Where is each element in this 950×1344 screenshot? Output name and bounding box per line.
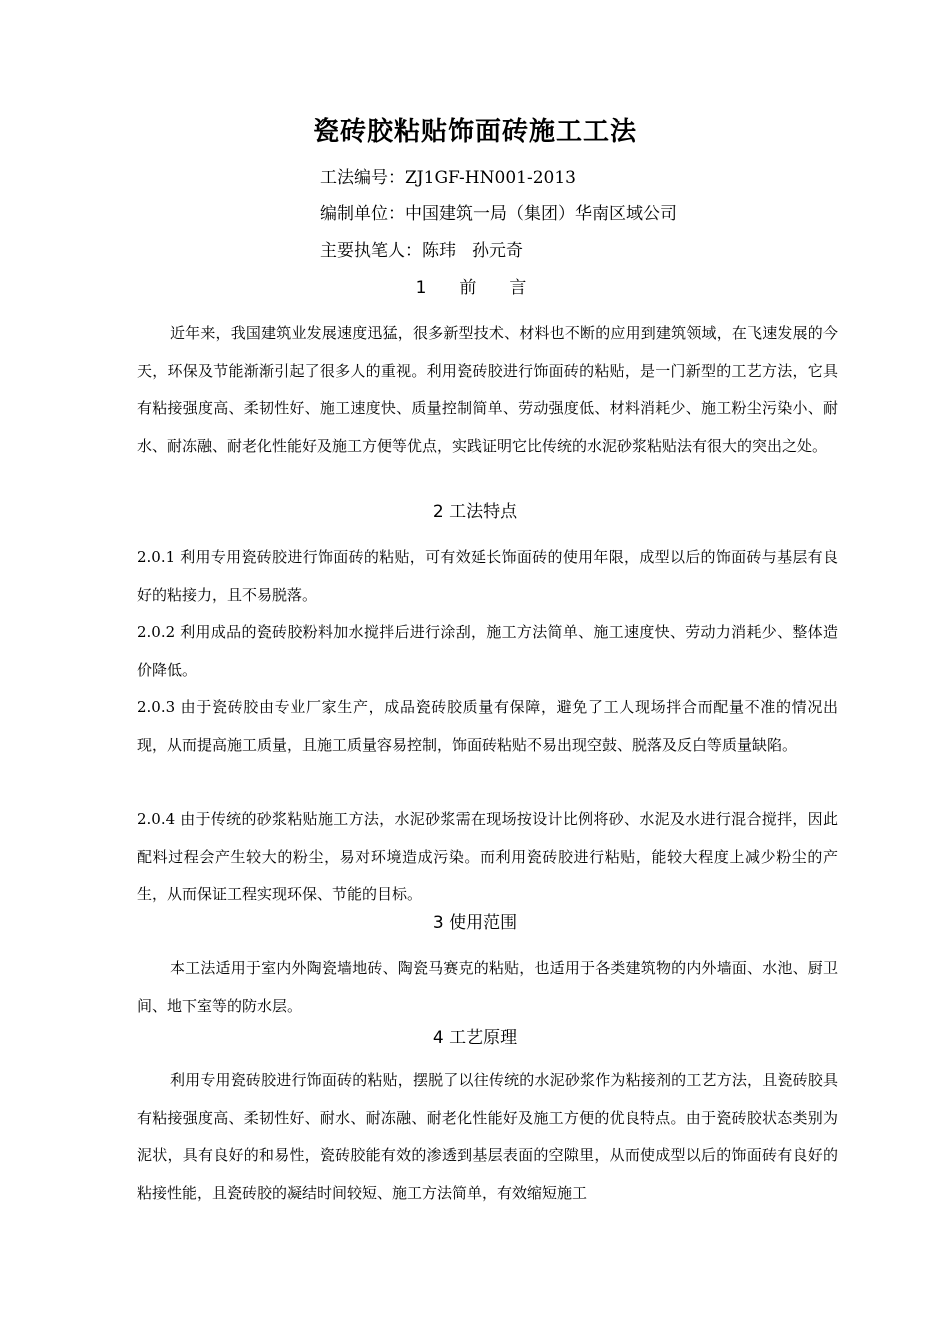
foreword-paragraph: 近年来，我国建筑业发展速度迅猛，很多新型技术、材料也不断的应用到建筑领域，在飞速发展的今天，环保及节能渐渐引起了很多人的重视。利用瓷砖胶进行饰面砖的粘贴，是一门新型的工艺方法，它具有粘接强度高、柔韧性好、施工速度快、质量控制简单、劳动强度低、材料消耗少、施工粉尘污染小、耐水、耐冻融、耐老化性能好及施工方便等优点，实践证明它比传统的水泥砂浆粘贴法有很大的突出之处。: [137, 324, 838, 455]
author-second: 孙元奇: [472, 241, 523, 261]
principle-paragraph: 利用专用瓷砖胶进行饰面砖的粘贴，摆脱了以往传统的水泥砂浆作为粘接剂的工艺方法，且瓷砖胶具有粘接强度高、柔韧性好、耐水、耐冻融、耐老化性能好及施工方便的优良特点。由于瓷砖胶状态类别为泥状，具有良好的和易性，瓷砖胶能有效的渗透到基层表面的空隙里，从而使成型以后的饰面砖有良好的粘接性能，且瓷砖胶的凝结时间较短、施工方法简单，有效缩短施工: [137, 1071, 838, 1202]
authors: [320, 238, 523, 264]
authors-label: 主要执笔人：陈玮: [320, 241, 456, 261]
feature-item: 2.0.4 由于传统的砂浆粘贴施工方法，水泥砂浆需在现场按设计比例将砂、水泥及水进行混合搅拌，因此配料过程会产生较大的粉尘，易对环境造成污染。而利用瓷砖胶进行粘贴，能较大程度上减少粉尘的产生，从而保证工程实现环保、节能的目标。: [137, 810, 838, 903]
feature-item: 2.0.3 由于瓷砖胶由专业厂家生产，成品瓷砖胶质量有保障，避免了工人现场拌合而配量不准的情况出现，从而提高施工质量，且施工质量容易控制，饰面砖粘贴不易出现空鼓、脱落及反白等质量缺陷。: [137, 698, 838, 754]
feature-item: 2.0.2 利用成品的瓷砖胶粉料加水搅拌后进行涂刮，施工方法简单、施工速度快、劳动力消耗少、整体造价降低。: [137, 623, 838, 679]
section-heading-scope: 3 使用范围: [432, 913, 518, 933]
method-id: 工法编号：ZJ1GF-HN001-2013: [320, 168, 576, 188]
compiling-unit: 编制单位：中国建筑一局（集团）华南区域公司: [320, 204, 677, 224]
document-title: 瓷砖胶粘贴饰面砖施工工法: [312, 117, 637, 147]
section-heading-principle: 4 工艺原理: [432, 1028, 518, 1048]
section-heading-foreword: 1 前 言: [415, 278, 535, 298]
section-heading-features: 2 工法特点: [432, 502, 518, 522]
feature-item: 2.0.1 利用专用瓷砖胶进行饰面砖的粘贴，可有效延长饰面砖的使用年限，成型以后的饰面砖与基层有良好的粘接力，且不易脱落。: [137, 548, 838, 604]
scope-paragraph: 本工法适用于室内外陶瓷墙地砖、陶瓷马赛克的粘贴，也适用于各类建筑物的内外墙面、水池、厨卫间、地下室等的防水层。: [137, 959, 838, 1015]
